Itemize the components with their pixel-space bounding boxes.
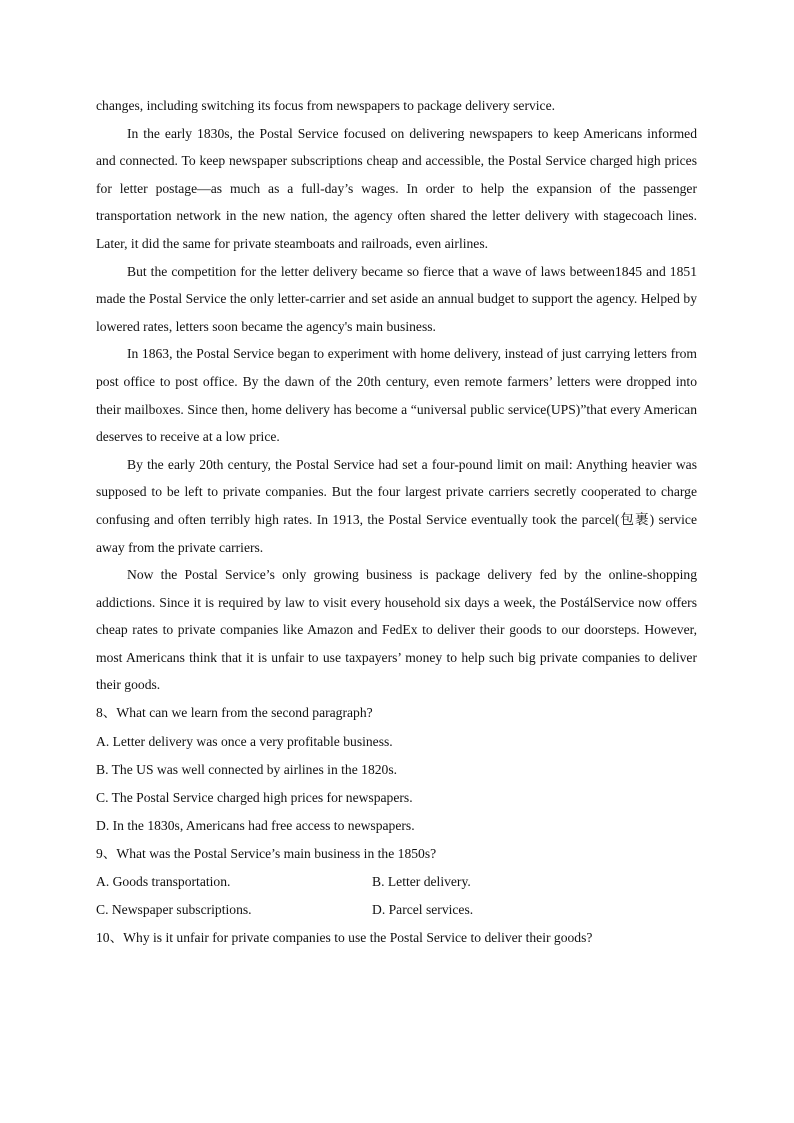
- passage-continued-line: changes, including switching its focus from newspapers to package delivery service.: [96, 98, 556, 113]
- question-9-option-a: A. Goods transportation.: [96, 874, 231, 890]
- paragraph-6: Now the Postal Service’s only growing business is package delivery fed by the online-shopping addictions. Since it is required by law to visit every household six days a week, the PostálService now offers cheap rates to private companies like Amazon and FedEx to deliver their goods to our doorsteps. However, most Americans think that it is unfair to use taxpayers’ money to help such big private companies to deliver their goods.: [96, 567, 697, 693]
- question-9-option-c: C. Newspaper subscriptions.: [96, 902, 252, 918]
- question-8-option-d: D. In the 1830s, Americans had free access to newspapers.: [96, 817, 415, 833]
- document-page: [96, 92, 697, 953]
- question-9: [96, 840, 697, 925]
- question-9-stem: 9、What was the Postal Service’s main business in the 1850s?: [96, 845, 437, 861]
- question-9-option-d: D. Parcel services.: [372, 902, 474, 918]
- paragraph-5: By the early 20th century, the Postal Service had set a four-pound limit on mail: Anything heavier was supposed to be left to private companies. But the four largest private carriers secretly cooperated to charge confusing and often terribly high rates. In 1913, the Postal Service eventually took the parcel(包裹) service away from the private carriers.: [96, 456, 697, 555]
- question-8-option-c: C. The Postal Service charged high prices for newspapers.: [96, 789, 413, 805]
- question-8-stem: 8、What can we learn from the second paragraph?: [96, 705, 373, 721]
- paragraph-3: But the competition for the letter delivery became so fierce that a wave of laws between1845 and 1851 made the Postal Service the only letter-carrier and set aside an annual budget to support the agency. Helped by lowered rates, letters soon became the agency's main business.: [96, 263, 697, 334]
- question-9-options-row-1: [96, 868, 697, 896]
- question-8: [96, 699, 697, 840]
- question-8-option-b: B. The US was well connected by airlines in the 1820s.: [96, 761, 398, 777]
- question-10-stem: 10、Why is it unfair for private companies to use the Postal Service to deliver their goods?: [96, 930, 593, 946]
- paragraph-2: In the early 1830s, the Postal Service focused on delivering newspapers to keep Americans informed and connected. To keep newspaper subscriptions cheap and accessible, the Postal Service charged high prices for letter postage—as much as a full-day’s wages. In order to help the expansion of the passenger transportation network in the new nation, the agency often shared the letter delivery with stagecoach lines. Later, it did the same for private steamboats and railroads, even airlines.: [96, 125, 697, 251]
- question-9-option-b: B. Letter delivery.: [372, 874, 471, 890]
- paragraph-4: In 1863, the Postal Service began to experiment with home delivery, instead of just carrying letters from post office to post office. By the dawn of the 20th century, even remote farmers’ letters were dropped into their mailboxes. Since then, home delivery has become a “universal public service(UPS)”that every American deserves to receive at a low price.: [96, 346, 697, 445]
- question-9-options-row-2: [96, 896, 697, 924]
- question-8-option-a: A. Letter delivery was once a very profitable business.: [96, 733, 393, 749]
- question-10: [96, 924, 697, 953]
